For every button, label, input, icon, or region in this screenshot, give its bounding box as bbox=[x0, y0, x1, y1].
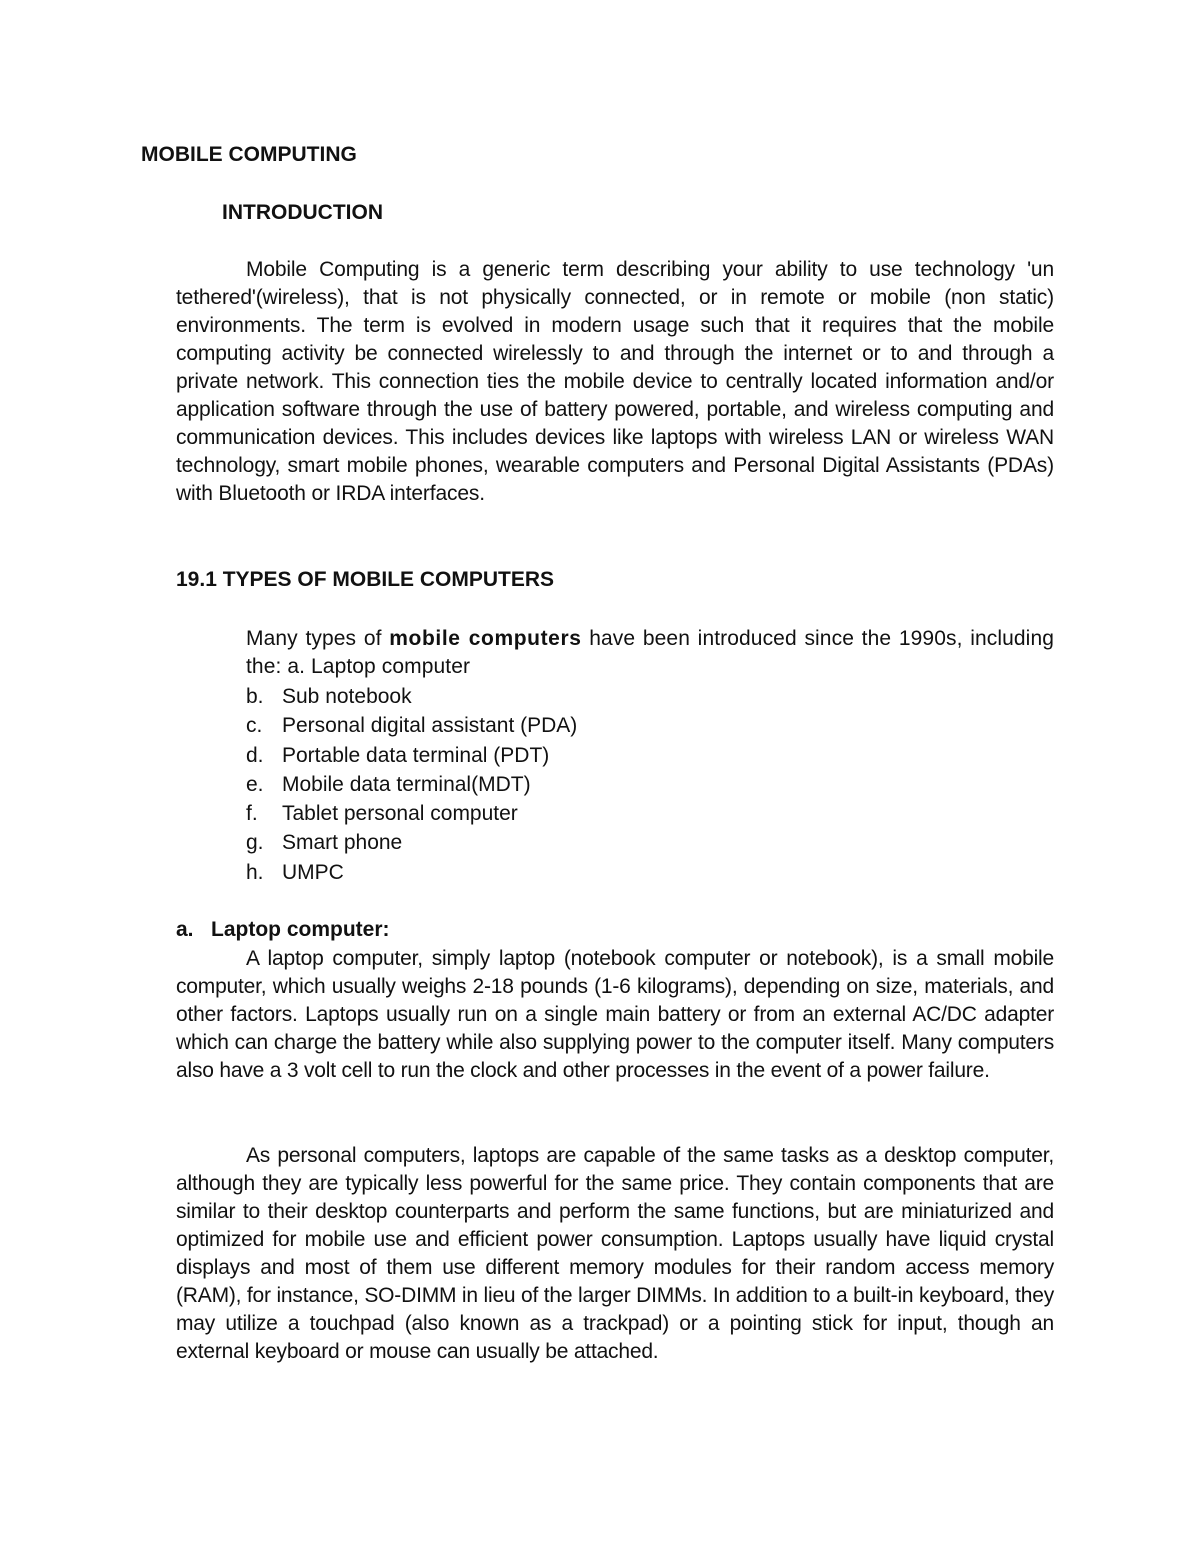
laptop-heading-marker: a. bbox=[176, 918, 194, 941]
list-item bbox=[246, 799, 577, 828]
laptop-heading bbox=[176, 916, 390, 944]
types-intro-before: Many types of bbox=[246, 627, 390, 650]
list-label: Personal digital assistant (PDA) bbox=[282, 714, 578, 738]
types-intro-after: have been introduced since the 1990s, including the: a. Laptop computer bbox=[246, 627, 1055, 678]
list-item bbox=[246, 858, 577, 887]
list-marker: c. bbox=[246, 714, 263, 738]
list-label: UMPC bbox=[282, 860, 344, 884]
list-marker: f. bbox=[246, 802, 258, 826]
laptop-heading-text: Laptop computer: bbox=[211, 918, 390, 941]
list-label: Sub notebook bbox=[282, 685, 412, 708]
types-intro-bold: mobile computers bbox=[389, 627, 582, 650]
list-label: Smart phone bbox=[282, 831, 403, 855]
list-label: Tablet personal computer bbox=[282, 802, 518, 826]
list-item bbox=[246, 711, 577, 740]
list-marker: h. bbox=[246, 860, 264, 884]
document-title: MOBILE COMPUTING bbox=[141, 143, 357, 166]
introduction-heading: INTRODUCTION bbox=[222, 201, 383, 224]
list-item bbox=[246, 828, 577, 857]
list-marker: g. bbox=[246, 831, 264, 855]
list-marker: e. bbox=[246, 772, 264, 796]
types-list bbox=[246, 682, 577, 887]
introduction-paragraph: Mobile Computing is a generic term describing your ability to use technology 'un tethered'(wireless), that is not physically connected, or in remote or mobile (non static) environments. The term is evolved in modern usage such that it requires that the mobile computing activity be connected wirelessly to and through the internet or to and through a private network. This connection ties the mobile device to centrally located information and/or application software through the use of battery powered, portable, and wireless computing and communication devices. This includes devices like laptops with wireless LAN or wireless WAN technology, smart mobile phones, wearable computers and Personal Digital Assistants (PDAs) with Bluetooth or IRDA interfaces. bbox=[176, 258, 1054, 505]
list-item bbox=[246, 770, 577, 799]
laptop-paragraph-2: As personal computers, laptops are capable of the same tasks as a desktop computer, although they are typically less powerful for the same price. They contain components that are similar to their desktop counterparts and perform the same functions, but are miniaturized and optimized for mobile use and efficient power consumption. Laptops usually have liquid crystal displays and most of them use different memory modules for their random access memory (RAM), for instance, SO-DIMM in lieu of the larger DIMMs. In addition to a built-in keyboard, they may utilize a touchpad (also known as a trackpad) or a pointing stick for input, though an external keyboard or mouse can usually be attached. bbox=[176, 1144, 1054, 1363]
list-marker: b. bbox=[246, 685, 264, 708]
list-label: Mobile data terminal(MDT) bbox=[282, 772, 531, 796]
list-item bbox=[246, 682, 577, 711]
types-intro-paragraph bbox=[246, 625, 1054, 681]
list-item bbox=[246, 741, 577, 770]
list-marker: d. bbox=[246, 743, 264, 767]
types-section-heading: 19.1 TYPES OF MOBILE COMPUTERS bbox=[176, 568, 555, 591]
laptop-paragraph-1: A laptop computer, simply laptop (notebook computer or notebook), is a small mobile computer, which usually weighs 2-18 pounds (1-6 kilograms), depending on size, materials, and other factors. Laptops usually run on a single main battery or from an external AC/DC adapter which can charge the battery while also supplying power to the computer itself. Many computers also have a 3 volt cell to run the clock and other processes in the event of a power failure. bbox=[176, 947, 1054, 1082]
list-label: Portable data terminal (PDT) bbox=[282, 743, 550, 767]
